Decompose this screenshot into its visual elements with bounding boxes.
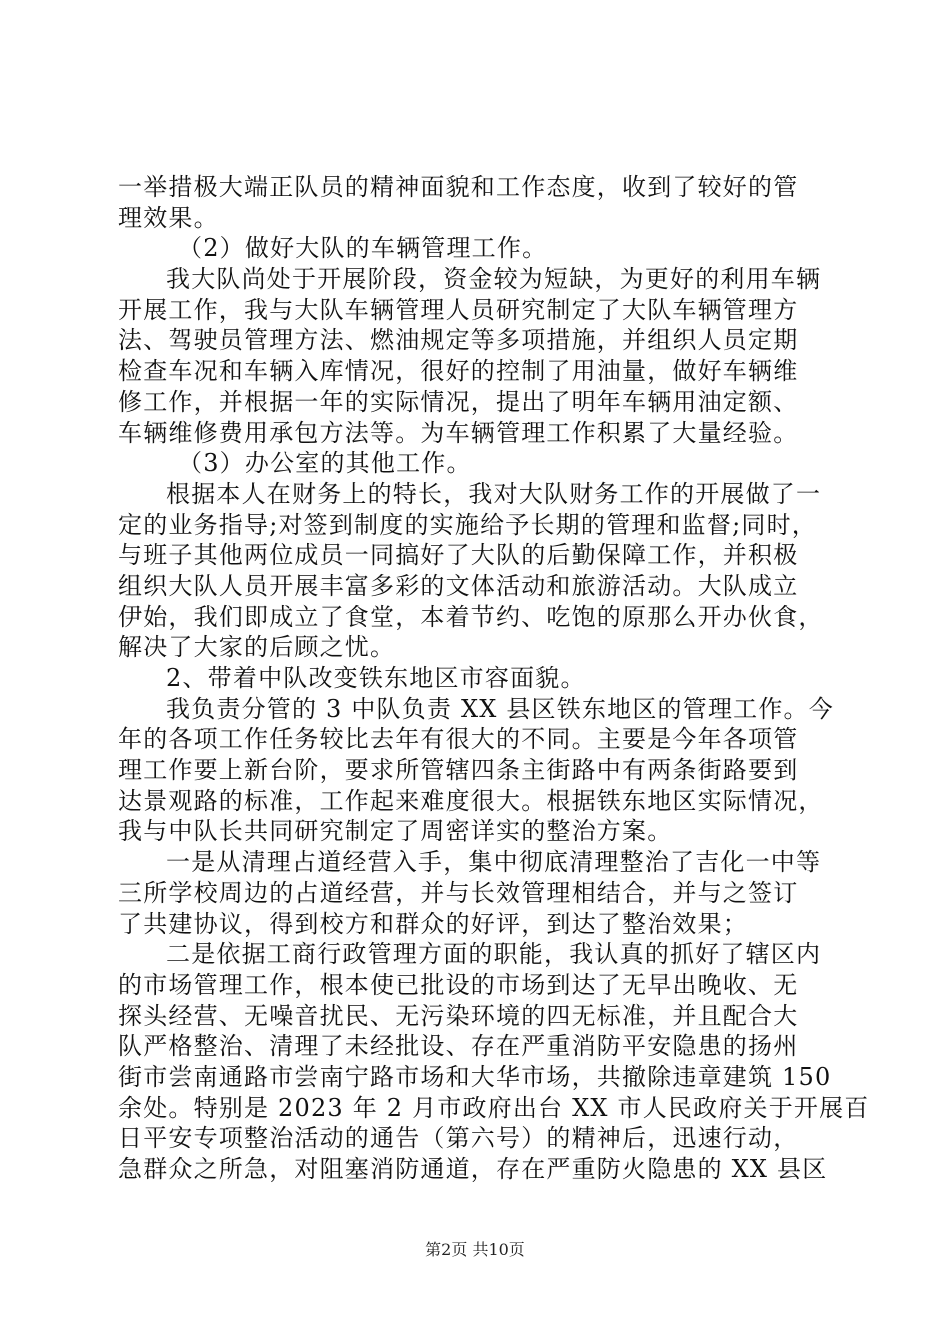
text-line: 伊始，我们即成立了食堂，本着节约、吃饱的原那么开办伙食，: [118, 602, 824, 631]
text-line: 开展工作，我与大队车辆管理人员研究制定了大队车辆管理方: [118, 295, 799, 324]
text-line: 修工作，并根据一年的实际情况，提出了明年车辆用油定额、: [118, 387, 799, 416]
text-line: 急群众之所急，对阻塞消防通道，存在严重防火隐患的 XX 县区: [118, 1155, 828, 1183]
text-line: 年的各项工作任务较比去年有很大的不同。主要是今年各项管: [118, 725, 799, 754]
text-line: 解决了大家的后顾之忧。: [118, 633, 396, 662]
text-line: 理效果。: [118, 203, 219, 232]
text-line: 余处。特别是 2023 年 2 月市政府出台 XX 市人民政府关于开展百: [118, 1093, 870, 1122]
section-heading: （2）做好大队的车辆管理工作。: [178, 234, 548, 263]
text-line: 的市场管理工作，根本使已批设的市场到达了无早出晚收、无: [118, 970, 799, 999]
text-line: 一举措极大端正队员的精神面貌和工作态度，收到了较好的管: [118, 173, 799, 201]
text-line: 三所学校周边的占道经营，并与长效管理相结合，并与之签订: [118, 878, 799, 907]
text-line: 了共建协议，得到校方和群众的好评，到达了整治效果；: [118, 909, 748, 938]
text-line: 日平安专项整治活动的通告（第六号）的精神后，迅速行动，: [118, 1124, 799, 1153]
document-body: [118, 172, 870, 1185]
page-footer: 第2页 共10页: [425, 1240, 525, 1259]
text-line: 法、驾驶员管理方法、燃油规定等多项措施，并组织人员定期: [118, 326, 799, 355]
paragraph-start: 我大队尚处于开展阶段，资金较为短缺，为更好的利用车辆: [166, 265, 822, 294]
paragraph-start: 一是从清理占道经营入手，集中彻底清理整治了吉化一中等: [166, 848, 822, 877]
text-line: 理工作要上新台阶，要求所管辖四条主街路中有两条街路要到: [118, 756, 799, 785]
text-line: 检查车况和车辆入库情况，很好的控制了用油量，做好车辆维: [118, 357, 799, 386]
section-heading: 2、带着中队改变铁东地区市容面貌。: [166, 664, 586, 692]
text-line: 我与中队长共同研究制定了周密详实的整治方案。: [118, 817, 673, 846]
paragraph-start: 根据本人在财务上的特长，我对大队财务工作的开展做了一: [166, 479, 822, 508]
text-line: 车辆维修费用承包方法等。为车辆管理工作积累了大量经验。: [118, 418, 799, 447]
paragraph-start: 我负责分管的 3 中队负责 XX 县区铁东地区的管理工作。今: [166, 694, 834, 723]
text-line: 组织大队人员开展丰富多彩的文体活动和旅游活动。大队成立: [118, 571, 799, 600]
text-line: 与班子其他两位成员一同搞好了大队的后勤保障工作，并积极: [118, 541, 799, 570]
text-line: 队严格整治、清理了未经批设、存在严重消防平安隐患的扬州: [118, 1032, 799, 1061]
text-line: 定的业务指导;对签到制度的实施给予长期的管理和监督;同时，: [118, 510, 817, 539]
section-heading: （3）办公室的其他工作。: [178, 449, 472, 478]
text-line: 街市尝南通路市尝南宁路市场和大华市场，共撤除违章建筑 150: [118, 1062, 832, 1091]
text-line: 达景观路的标准，工作起来难度很大。根据铁东地区实际情况，: [118, 786, 824, 815]
paragraph-start: 二是依据工商行政管理方面的职能，我认真的抓好了辖区内: [166, 940, 822, 969]
text-line: 探头经营、无噪音扰民、无污染环境的四无标准，并且配合大: [118, 1001, 799, 1030]
